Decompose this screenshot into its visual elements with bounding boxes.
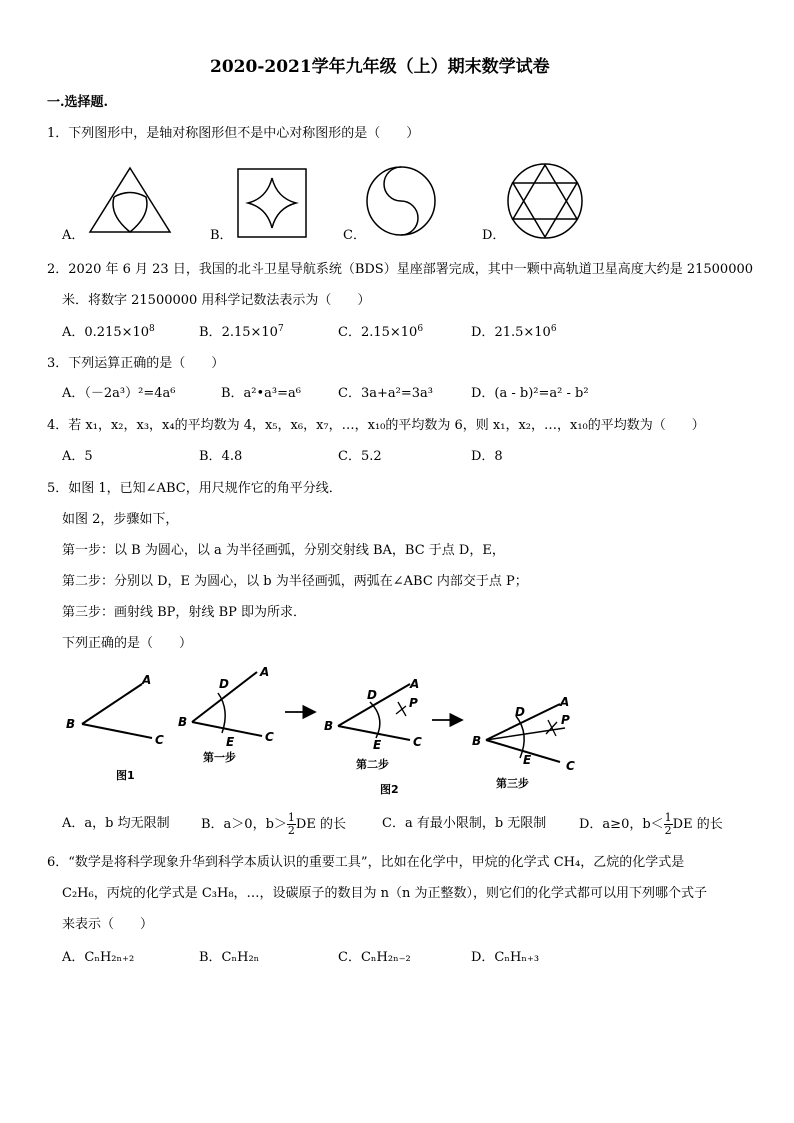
question-3-stem: 3．下列运算正确的是（ ）	[47, 356, 225, 371]
svg-text:C: C	[265, 730, 274, 744]
question-5-step-1: 第一步：以 B 为圆心，以 a 为半径画弧，分别交射线 BA，BC 于点 D，E，	[62, 543, 505, 558]
question-1-figures	[55, 160, 755, 250]
option-d-figure	[508, 164, 582, 238]
option-a-figure	[90, 168, 170, 232]
step-2-caption: 第二步	[356, 758, 389, 771]
svg-text:D: D	[367, 688, 377, 702]
svg-text:A: A	[260, 665, 270, 679]
q1-option-d-label: D．	[482, 228, 506, 243]
question-2-line-1: 2．2020 年 6 月 23 日，我国的北斗卫星导航系统（BDS）星座部署完成，其中一颗中高轨道卫星高度大约是 21500000	[47, 262, 754, 277]
q4-option-d: D．8	[471, 449, 503, 464]
svg-text:A: A	[560, 695, 570, 709]
svg-text:B: B	[178, 715, 188, 729]
q6-option-c: C．CₙH₂ₙ₋₂	[338, 950, 411, 965]
q1-option-b-label: B．	[210, 228, 233, 243]
q5-option-c: C．a 有最小限制，b 无限制	[382, 816, 547, 831]
svg-text:E: E	[226, 735, 235, 749]
svg-text:C: C	[413, 735, 422, 749]
figure-1-caption: 图1	[116, 769, 135, 782]
question-6-line-1: 6．“数学是将科学现象升华到科学本质认识的重要工具”，比如在化学中，甲烷的化学式 CH₄，乙烷的化学式是	[47, 855, 685, 870]
question-6-line-3: 来表示（ ）	[62, 917, 154, 932]
question-4-stem: 4．若 x₁，x₂，x₃，x₄的平均数为 4，x₅，x₆，x₇，…，x₁₀的平均数为 6，则 x₁，x₂，…，x₁₀的平均数为（ ）	[47, 418, 705, 433]
svg-text:B: B	[472, 734, 482, 748]
option-c-figure	[367, 167, 435, 235]
question-5-stem: 5．如图 1，已知∠ABC，用尺规作它的角平分线．	[47, 481, 342, 496]
question-6-line-2: C₂H₆，丙烷的化学式是 C₃H₈，…，设碳原子的数目为 n（n 为正整数），则它们的化学式都可以用下列哪个式子	[62, 886, 708, 901]
step-3-caption: 第三步	[496, 777, 529, 790]
q4-option-a: A．5	[62, 449, 93, 464]
question-5-step-2: 第二步：分别以 D，E 为圆心，以 b 为半径画弧，两弧在∠ABC 内部交于点 P；	[62, 574, 528, 589]
q2-option-d: D．$21.5\times 10^6$	[471, 324, 557, 340]
section-heading: 一.选择题.	[47, 95, 109, 110]
q6-option-b: B．CₙH₂ₙ	[199, 950, 260, 965]
q6-option-d: D．CₙHₙ₊₃	[471, 950, 540, 965]
q6-option-a: A．CₙH₂ₙ₊₂	[62, 950, 135, 965]
q3-option-a: A．（－2a³）²=4a⁶	[62, 386, 176, 401]
q5-option-a: A．a，b 均无限制	[62, 816, 170, 831]
q5-option-d: D．a≥0，b＜ $\frac{1}{2}$ DE 的长	[579, 811, 723, 838]
question-1-stem: 1．下列图形中，是轴对称图形但不是中心对称图形的是（ ）	[47, 126, 420, 141]
q1-option-a-label: A．	[62, 228, 85, 243]
page-title: 2020-2021学年九年级（上）期末数学试卷	[210, 57, 550, 77]
question-5-line-2: 如图 2，步骤如下，	[62, 512, 179, 527]
q3-option-b: B．a²•a³=a⁶	[221, 386, 301, 401]
q3-option-c: C．3a+a²=3a³	[338, 386, 433, 401]
q4-option-c: C．5.2	[338, 449, 382, 464]
svg-text:E: E	[373, 738, 382, 752]
svg-text:D: D	[219, 677, 229, 691]
svg-text:P: P	[561, 713, 570, 727]
q5-option-b: B．a＞0，b＞ $\frac{1}{2}$ DE 的长	[201, 811, 346, 838]
svg-text:C: C	[566, 759, 575, 773]
question-5-step-3: 第三步：画射线 BP，射线 BP 即为所求．	[62, 605, 306, 620]
svg-text:A: A	[410, 677, 420, 691]
fig1-point-a: A	[142, 673, 152, 687]
svg-text:B: B	[324, 719, 334, 733]
question-5-figure	[60, 660, 600, 800]
option-b-figure	[238, 169, 306, 237]
q2-option-a: A．$0.215\times 10^8$	[62, 324, 155, 340]
svg-text:P: P	[409, 696, 418, 710]
fig1-point-c: C	[155, 733, 164, 747]
fig1-point-b: B	[66, 717, 76, 731]
q3-option-d: D．(a - b)²=a² - b²	[471, 386, 589, 401]
step-1-caption: 第一步	[203, 751, 236, 764]
figure-2-caption: 图2	[380, 783, 399, 796]
q2-option-c: C．$2.15\times 10^6$	[338, 324, 424, 340]
question-5-prompt: 下列正确的是（ ）	[62, 636, 193, 651]
svg-text:D: D	[515, 705, 525, 719]
svg-text:E: E	[523, 753, 532, 767]
question-2-line-2: 米．将数字 21500000 用科学记数法表示为（ ）	[62, 293, 371, 308]
q2-option-b: B．$2.15\times 10^7$	[199, 324, 284, 340]
q1-option-c-label: C．	[343, 228, 366, 243]
q4-option-b: B．4.8	[199, 449, 243, 464]
